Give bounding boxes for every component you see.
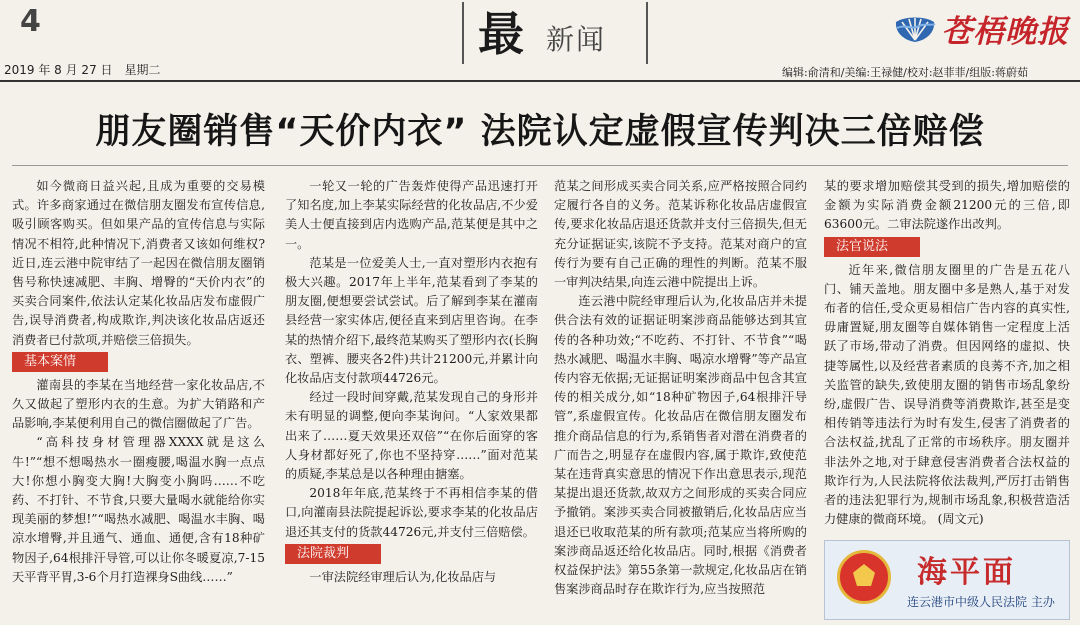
- paragraph-text: 近年来,微信朋友圈里的广告是五花八门、铺天盖地。朋友圈中多是熟人,基于对发布者的信任,受众更易相信广告内容的真实性,毋庸置疑,朋友圈等自媒体销售一定程度上活跃了市场,带动了消费。但因网络的虚拟、快捷等属性,以及经营者素质的良莠不齐,加之相关监管的缺失,致使朋友圈的销售市场乱象纷纷,虚假广告、误导消费等消费欺诈,甚至是变相传销等违法行为时有发生,侵害了消费者的合法权益,扰乱了正常的市场秩序。朋友圈并非法外之地,对于肆意侵害消费者合法权益的欺诈行为,人民法院将依法裁判,严厉打击销售者的违法犯罪行为,规制市场乱象,积极营造活力健康的微商环境。: [824, 262, 1070, 527]
- article-column-4: [824, 177, 1070, 529]
- paragraph: 连云港中院经审理后认为,化妆品店并未提供合法有效的证据证明案涉商品能够达到其宣传的各种功效;“不吃药、不打针、不节食”“喝热水减肥、喝温水丰胸、喝凉水增臀”等产品宣传内容无依据;无证据证明案涉商品中包含其宣传的相关成分,如“18种矿物因子,64根排汗导管”,系虚假宣传。化妆品店在微信朋友圈发布推介商品信息的行为,系销售者对潜在消费者的广而告之,明显存在虚假内容,属于欺诈,致使范某在违背真实意思的情况下作出意思表示,现范某提出退还货款,故双方之间形成的买卖合同应予撤销。案涉买卖合同被撤销后,化妆品店应当退还已收取范某的所有款项;范某应当将所购的案涉商品返还给化妆品店。同时,根据《消费者权益保护法》第55条第一款规定,化妆品店在销售案涉商品时存在欺诈行为,应当按照范: [554, 294, 807, 597]
- paragraph: 范某之间形成买卖合同关系,应严格按照合同约定履行各自的义务。范某诉称化妆品店虚假宣传,要求化妆品店退还货款并支付三倍损失,但无充分证据证实,该院不予支持。范某对商户的宣传行为要有自己正确的理性的判断。范某不服一审判决结果,向连云港中院提出上诉。: [554, 179, 807, 290]
- masthead-rule: [0, 80, 1080, 82]
- court-emblem-icon: [837, 550, 891, 604]
- column-banner: [824, 540, 1070, 620]
- article-column-2: [285, 177, 538, 587]
- subhead-judge-says: 法官说法: [824, 237, 920, 257]
- banner-title: 海平面: [917, 555, 1016, 590]
- paragraph: 某的要求增加赔偿其受到的损失,增加赔偿的金额为实际消费金额21200元的三倍,即63600元。二审法院遂作出改判。: [824, 179, 1070, 232]
- article-column-1: [12, 177, 265, 587]
- headline-rule: [12, 165, 1068, 166]
- editor-credits: 编辑:俞清和/美编:王禄健/校对:赵菲菲/组版:蒋蔚茹: [782, 66, 1028, 79]
- byline: (周文元): [937, 512, 984, 527]
- newspaper-logo: [893, 6, 1073, 54]
- paragraph: 如今微商日益兴起,且成为重要的交易模式。许多商家通过在微信朋友圈发布宣传信息,吸引顾客购买。但如果产品的宣传信息与实际情况不相符,此种情况下,消费者又该如何维权?近日,连云港中院审结了一起因在微信朋友圈销售号称快速减肥、丰胸、增臀的“天价内衣”的买卖合同案件,依法认定某化妆品店发布虚假广告,误导消费者,构成欺诈,判决该化妆品店返还消费者已付款项,并赔偿三倍损失。: [12, 179, 265, 347]
- issue-date: 2019 年 8 月 27 日 星期二: [4, 63, 161, 77]
- page-number: 4: [20, 4, 41, 39]
- paragraph: 范某是一位爱美人士,一直对塑形内衣抱有极大兴趣。2017年上半年,范某看到了李某的朋友圈,便想要尝试尝试。后了解到李某在灌南县经营一家实体店,便径直来到店里咨询。在李某的热情介绍下,最终范某购买了塑形内衣(长胸衣、塑裤、腰夹各2件)共计21200元,并累计向化妆品店支付款项44726元。: [285, 255, 538, 386]
- article-column-3: [554, 177, 807, 599]
- paragraph: “高科技身材管理器XXXX就是这么牛!”“想不想喝热水一圈瘦腰,喝温水胸一点点大!你想小胸变大胸!大胸变小胸吗……不吃药、不打针、不节食,只要大量喝水就能给你实现美丽的梦想!”“喝热水减肥、喝温水丰胸、喝凉水增臀,并且通气、通血、通便,含有18种矿物因子,64根排汗导管,可以让你冬暖夏凉,7-15天平背平胃,3-6个月打造裸身S曲线……”: [12, 435, 265, 584]
- banner-subtitle: 连云港市中级人民法院 主办: [907, 595, 1055, 609]
- subhead-case-facts: 基本案情: [12, 352, 108, 372]
- paper-name: 苍梧晚报: [941, 14, 1069, 50]
- paragraph: 经过一段时间穿戴,范某发现自己的身形并未有明显的调整,便向李某询问。“人家效果都出来了……夏天效果还双倍”“在你后面穿的客人身材都好死了,你也不坚持穿……”面对范某的质疑,李某总是以各种理由搪塞。: [285, 390, 538, 482]
- paragraph: 一轮又一轮的广告轰炸使得产品迅速打开了知名度,加上李某实际经营的化妆品店,不少爱美人士便直接到店内选购产品,范某便是其中之一。: [285, 179, 538, 251]
- article-headline: 朋友圈销售“天价内衣” 法院认定虚假宣传判决三倍赔偿: [95, 112, 985, 152]
- section-title-small: 新闻: [546, 23, 607, 56]
- emblem-star-icon: [853, 564, 875, 586]
- paragraph: 2018年年底,范某终于不再相信李某的借口,向灌南县法院提起诉讼,要求李某的化妆品店退还其支付的货款44726元,并支付三倍赔偿。: [285, 486, 538, 539]
- shell-icon: [893, 10, 937, 44]
- paragraph: 灌南县的李某在当地经营一家化妆品店,不久又做起了塑形内衣的生意。为扩大销路和产品影响,李某便利用自己的微信圈做起了广告。: [12, 377, 265, 431]
- section-title-big: 最: [478, 7, 524, 61]
- paragraph: [824, 261, 1070, 530]
- paragraph: 一审法院经审理后认为,化妆品店与: [309, 569, 497, 584]
- subhead-court-ruling: 法院裁判: [285, 544, 381, 564]
